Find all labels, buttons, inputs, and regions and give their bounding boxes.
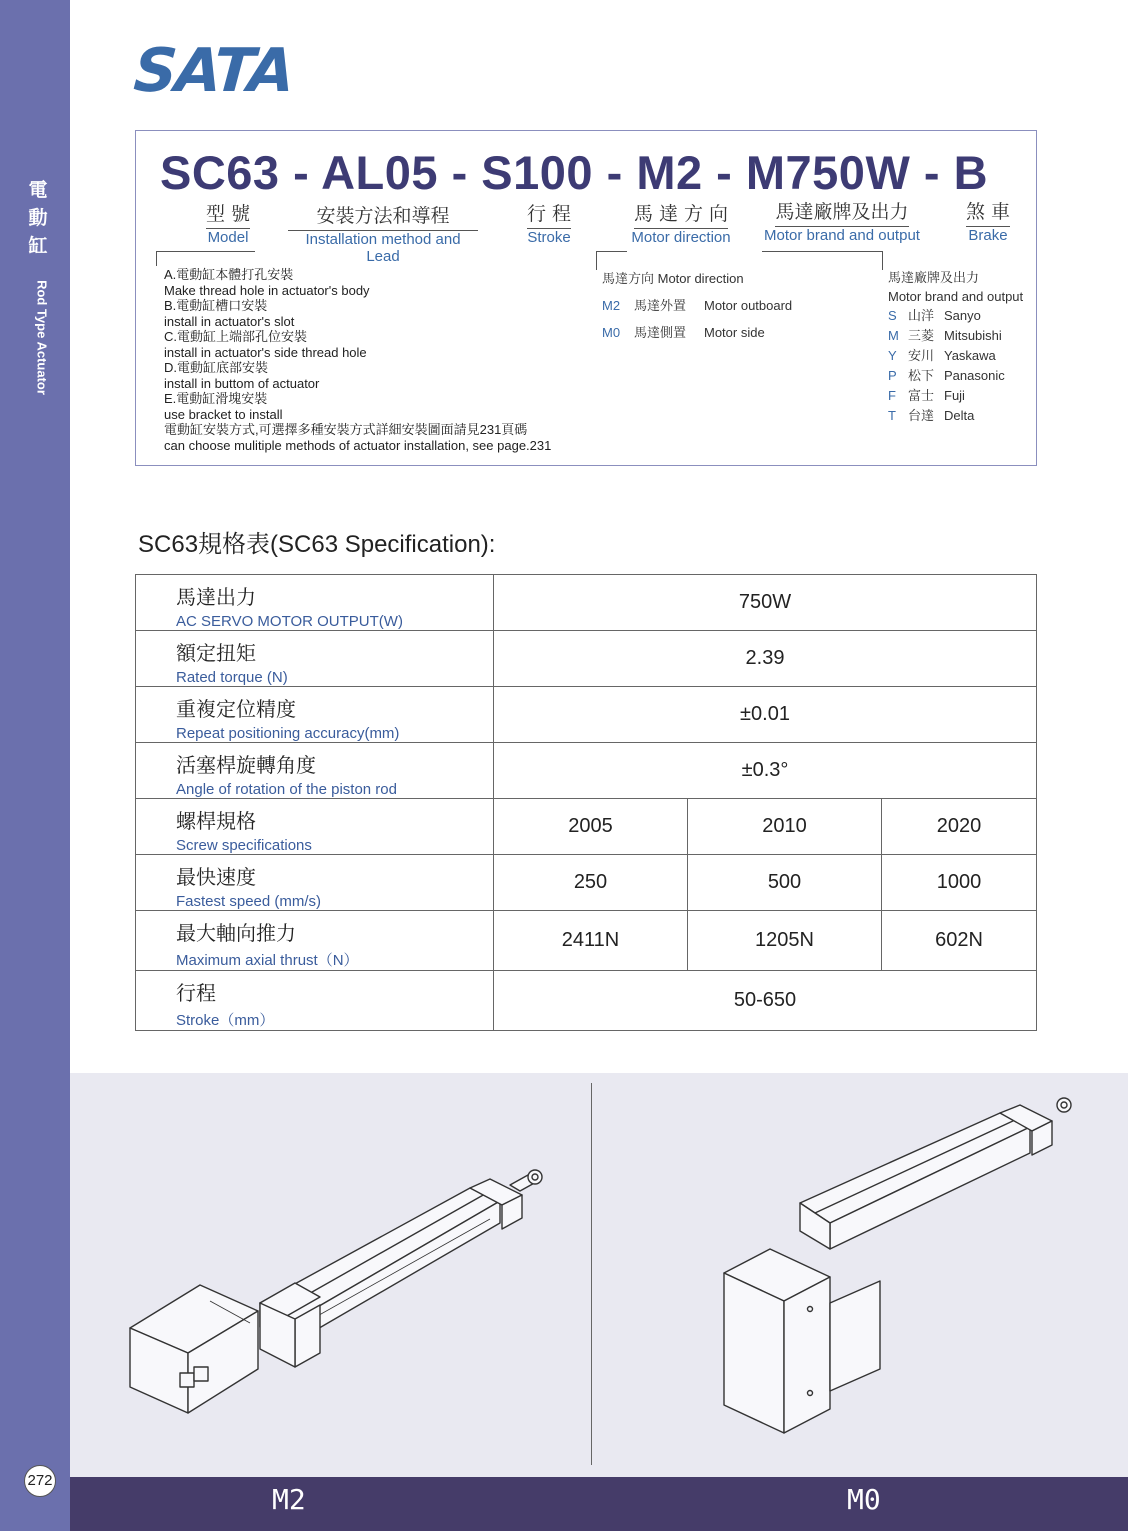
row-label [136, 687, 494, 743]
footer-bar [70, 1477, 1128, 1531]
row-label [136, 911, 494, 971]
install-options-list [164, 267, 551, 453]
sata-logo: SATA [131, 36, 296, 106]
motor-direction-heading: 馬達方向 Motor direction [602, 271, 744, 286]
sidebar-title-en: Rod Type Actuator [34, 280, 50, 395]
row-label-zh: 行程 [176, 981, 216, 1005]
option-code: M0 [602, 325, 621, 340]
segment-brake [958, 197, 1018, 244]
segment-motor-brand [762, 197, 922, 244]
install-line: C.電動缸上端部孔位安裝 [164, 329, 308, 344]
option-en: Yaskawa [944, 348, 996, 363]
row-label-en: Stroke（mm） [176, 1012, 275, 1029]
table-row [136, 911, 1037, 971]
table-row [136, 743, 1037, 799]
option-code: T [888, 408, 896, 423]
sidebar [0, 0, 70, 1531]
actuator-m2-image [70, 1073, 590, 1477]
option-code: P [888, 368, 897, 383]
model-code-title: SC63 - AL05 - S100 - M2 - M750W - B [160, 146, 989, 199]
install-line: can choose mulitiple methods of actuator installation, see page.231 [164, 437, 552, 453]
row-value: 1000 [882, 855, 1037, 911]
motor-brand-options [888, 268, 1023, 426]
bracket-install [156, 251, 255, 266]
segment-model-zh: 型 號 [206, 199, 250, 229]
segment-motor-brand-en: Motor brand and output [764, 227, 920, 244]
figure-label-m0: M0 [847, 1483, 881, 1516]
row-label-en: Repeat positioning accuracy(mm) [176, 725, 400, 742]
row-label [136, 631, 494, 687]
motor-brand-option [888, 406, 1023, 426]
row-value: 2.39 [494, 631, 1037, 687]
table-row [136, 687, 1037, 743]
segment-stroke [514, 199, 584, 246]
row-label-en: Rated torque (N) [176, 669, 288, 686]
option-zh: 馬達側置 [634, 326, 687, 341]
option-zh: 富士 [908, 389, 935, 404]
model-code-box [135, 130, 1037, 466]
motor-brand-option [888, 326, 1023, 346]
segment-motor-direction [626, 199, 736, 246]
segment-motor-direction-zh: 馬 達 方 向 [634, 199, 728, 229]
motor-brand-heading-en: Motor brand and output [888, 289, 1024, 304]
table-row [136, 799, 1037, 855]
row-label-en: Angle of rotation of the piston rod [176, 781, 397, 798]
row-label-en: Maximum axial thrust（N） [176, 952, 359, 969]
install-line: 電動缸安裝方式,可選擇多種安裝方式詳細安裝圖面請見231頁碼 [164, 422, 528, 437]
row-value: ±0.01 [494, 687, 1037, 743]
table-row [136, 971, 1037, 1031]
row-value: 500 [688, 855, 882, 911]
table-row [136, 575, 1037, 631]
table-row [136, 855, 1037, 911]
row-label-zh: 螺桿規格 [176, 809, 256, 833]
segment-motor-direction-en: Motor direction [631, 229, 731, 246]
install-line: E.電動缸滑塊安裝 [164, 391, 268, 406]
spec-title: SC63規格表(SC63 Specification): [138, 531, 496, 558]
segment-brake-en: Brake [968, 227, 1008, 244]
row-label-en: AC SERVO MOTOR OUTPUT(W) [176, 613, 403, 630]
option-zh: 山洋 [908, 309, 935, 324]
install-line: install in actuator's slot [164, 313, 295, 329]
row-value: 602N [882, 911, 1037, 971]
segment-model-en: Model [207, 229, 249, 246]
segment-stroke-en: Stroke [527, 229, 571, 246]
product-images-area [70, 1073, 1128, 1477]
option-zh: 安川 [908, 349, 935, 364]
option-zh: 三菱 [908, 329, 935, 344]
motor-direction-options [602, 268, 792, 341]
option-en: Delta [944, 408, 975, 423]
segment-install-zh: 安裝方法和導程 [288, 201, 478, 231]
row-label [136, 855, 494, 911]
motor-brand-option [888, 386, 1023, 406]
row-label-en: Screw specifications [176, 837, 312, 854]
row-label-zh: 最快速度 [176, 865, 256, 889]
option-code: M2 [602, 298, 621, 313]
segment-motor-brand-zh: 馬達廠牌及出力 [775, 197, 908, 227]
row-label-en: Fastest speed (mm/s) [176, 893, 322, 910]
option-code: M [888, 328, 899, 343]
segment-model [198, 199, 258, 246]
row-label-zh: 活塞桿旋轉角度 [176, 753, 316, 777]
option-zh: 馬達外置 [634, 299, 687, 314]
row-value: 50-650 [494, 971, 1037, 1031]
row-value: 2411N [494, 911, 688, 971]
motor-brand-option [888, 306, 1023, 326]
install-line: install in buttom of actuator [164, 375, 320, 391]
row-value: 750W [494, 575, 1037, 631]
option-en: Panasonic [944, 368, 1005, 383]
row-value: 2020 [882, 799, 1037, 855]
motor-direction-option [602, 295, 792, 314]
sidebar-title-zh: 電動缸 [28, 179, 48, 257]
option-en: Mitsubishi [944, 328, 1002, 343]
install-line: install in actuator's side thread hole [164, 344, 367, 360]
option-en: Fuji [944, 388, 965, 403]
row-value: 1205N [688, 911, 882, 971]
row-value: 2005 [494, 799, 688, 855]
motor-brand-option [888, 366, 1023, 386]
option-zh: 台達 [908, 409, 935, 424]
option-en: Motor outboard [704, 298, 793, 313]
option-zh: 松下 [908, 369, 935, 384]
figure-label-m2: M2 [272, 1483, 306, 1516]
row-label [136, 971, 494, 1031]
row-label-zh: 重複定位精度 [176, 697, 296, 721]
motor-direction-option [602, 322, 792, 341]
segment-install [288, 201, 478, 265]
row-label-zh: 最大軸向推力 [176, 921, 296, 945]
option-en: Motor side [704, 325, 765, 340]
option-en: Sanyo [944, 308, 981, 323]
spec-table [135, 574, 1037, 1031]
install-line: D.電動缸底部安裝 [164, 360, 269, 375]
motor-brand-option [888, 346, 1023, 366]
segment-brake-zh: 煞 車 [966, 197, 1010, 227]
option-code: F [888, 388, 896, 403]
row-value: ±0.3° [494, 743, 1037, 799]
segment-install-en: Installation method and Lead [305, 231, 461, 265]
row-label [136, 799, 494, 855]
install-line: Make thread hole in actuator's body [164, 282, 370, 298]
row-label [136, 575, 494, 631]
install-line: B.電動缸槽口安裝 [164, 298, 268, 313]
page-number: 272 [24, 1465, 56, 1497]
row-value: 250 [494, 855, 688, 911]
row-value: 2010 [688, 799, 882, 855]
row-label [136, 743, 494, 799]
figure-divider [591, 1083, 592, 1465]
option-code: S [888, 308, 897, 323]
table-row [136, 631, 1037, 687]
segment-stroke-zh: 行 程 [527, 199, 571, 229]
option-code: Y [888, 348, 897, 363]
row-label-zh: 額定扭矩 [176, 641, 256, 665]
row-label-zh: 馬達出力 [176, 585, 256, 609]
install-line: A.電動缸本體打孔安裝 [164, 267, 294, 282]
actuator-m0-image [600, 1073, 1120, 1477]
motor-brand-heading-zh: 馬達廠牌及出力 [888, 270, 980, 285]
install-line: use bracket to install [164, 406, 283, 422]
